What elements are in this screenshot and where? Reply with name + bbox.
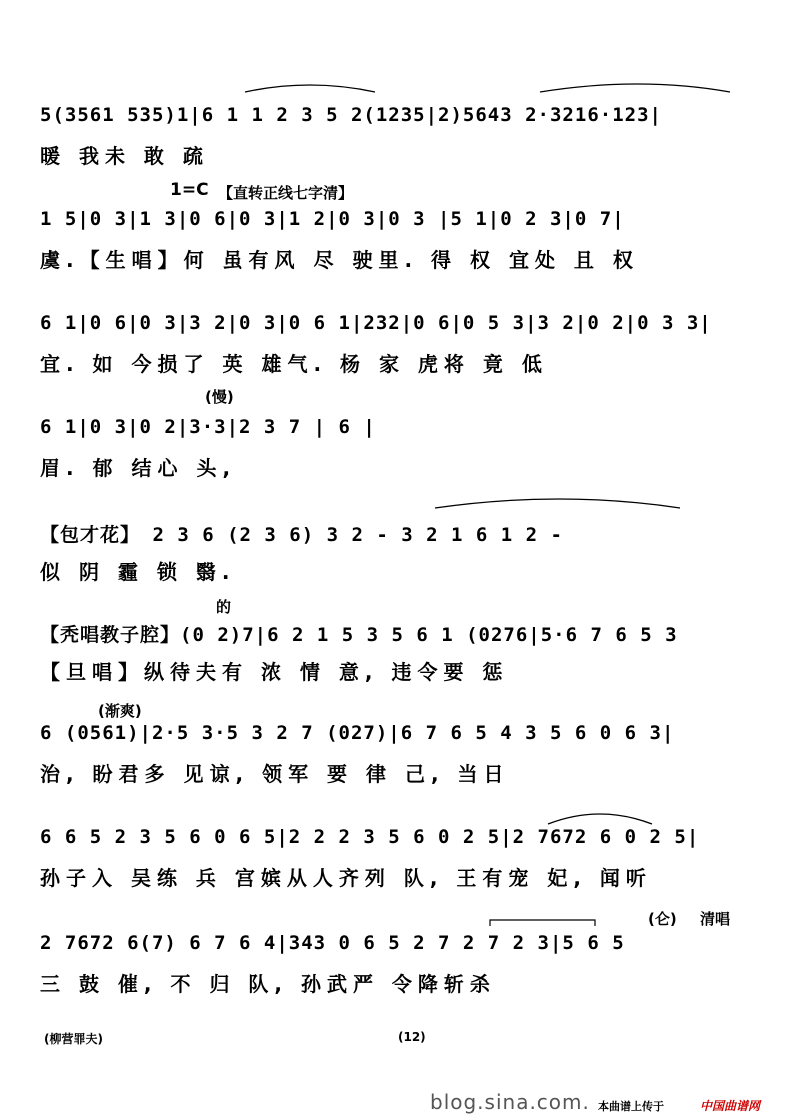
lyrics-line: 眉. 郁 结心 头, xyxy=(40,456,237,480)
lyrics-line: 暖 我未 敢 疏 xyxy=(40,144,209,168)
tune-label: 【直转正线七字清】 xyxy=(218,184,354,202)
annotation-text: 清唱 xyxy=(700,910,731,928)
notation-line: 2 7672 6(7) 6 7 6 4|343 0 6 5 2 7 2 7 2 3|5 6 5 xyxy=(40,932,625,954)
annotation-text: (仑) xyxy=(648,910,677,928)
slur-marks xyxy=(40,498,760,518)
site-logo: 中国曲谱网 xyxy=(700,1099,761,1113)
notation-line: 6 6 5 2 3 5 6 0 6 5|2 2 2 3 5 6 0 2 5|2 7672 6 0 2 5| xyxy=(40,826,700,848)
key-signature: 1=C xyxy=(170,180,209,200)
lyrics-line: 孙子入 吴练 兵 宫嫔从人齐列 队, 王有宠 妃, 闻听 xyxy=(40,866,652,890)
notation-line: 【秃唱教子腔】(0 2)7|6 2 1 5 3 5 6 1 (0276|5·6 7 6 5 3 xyxy=(40,624,678,646)
lyrics-line: 似 阴 霾 锁 翳. xyxy=(40,560,236,584)
notation-line: 6 1|0 3|0 2|3·3|2 3 7 | 6 | xyxy=(40,416,376,438)
page-number: (12) xyxy=(398,1030,426,1044)
lyrics-line: 【旦唱】纵待夫有 浓 情 意, 违令要 惩 xyxy=(40,660,509,684)
lyrics-line: 虞.【生唱】何 虽有风 尽 驶里. 得 权 宜处 且 权 xyxy=(40,248,639,272)
lyrics-line: 治, 盼君多 见谅, 领军 要 律 己, 当日 xyxy=(40,762,510,786)
lyrics-line: 宜. 如 今损了 英 雄气. 杨 家 虎将 竟 低 xyxy=(40,352,548,376)
notation-line: 1 5|0 3|1 3|0 6|0 3|1 2|0 3|0 3 |5 1|0 2 3|0 7| xyxy=(40,208,625,230)
tempo-mark: (慢) xyxy=(205,388,234,406)
notation-line: 5(3561 535)1|6 1 1 2 3 5 2(1235|2)5643 2·3216·123| xyxy=(40,104,662,126)
notation-line: 6 (0561)|2·5 3·5 3 2 7 (027)|6 7 6 5 4 3 5 6 0 6 3| xyxy=(40,722,675,744)
upload-note: 本曲谱上传于 xyxy=(598,1100,664,1113)
tempo-mark: (渐爽) xyxy=(98,702,142,720)
lyrics-line: 三 鼓 催, 不 归 队, 孙武严 令降斩杀 xyxy=(40,972,496,996)
score-title-footer: (柳营罪夫) xyxy=(44,1032,103,1046)
notation-line: 【包才花】 2 3 6 (2 3 6) 3 2 - 3 2 1 6 1 2 - xyxy=(40,524,563,546)
annotation-text: 的 xyxy=(216,598,232,616)
slur-marks xyxy=(40,84,760,104)
blog-watermark: blog.sina.com. xyxy=(430,1090,590,1114)
notation-line: 6 1|0 6|0 3|3 2|0 3|0 6 1|232|0 6|0 5 3|3 2|0 2|0 3 3| xyxy=(40,312,712,334)
